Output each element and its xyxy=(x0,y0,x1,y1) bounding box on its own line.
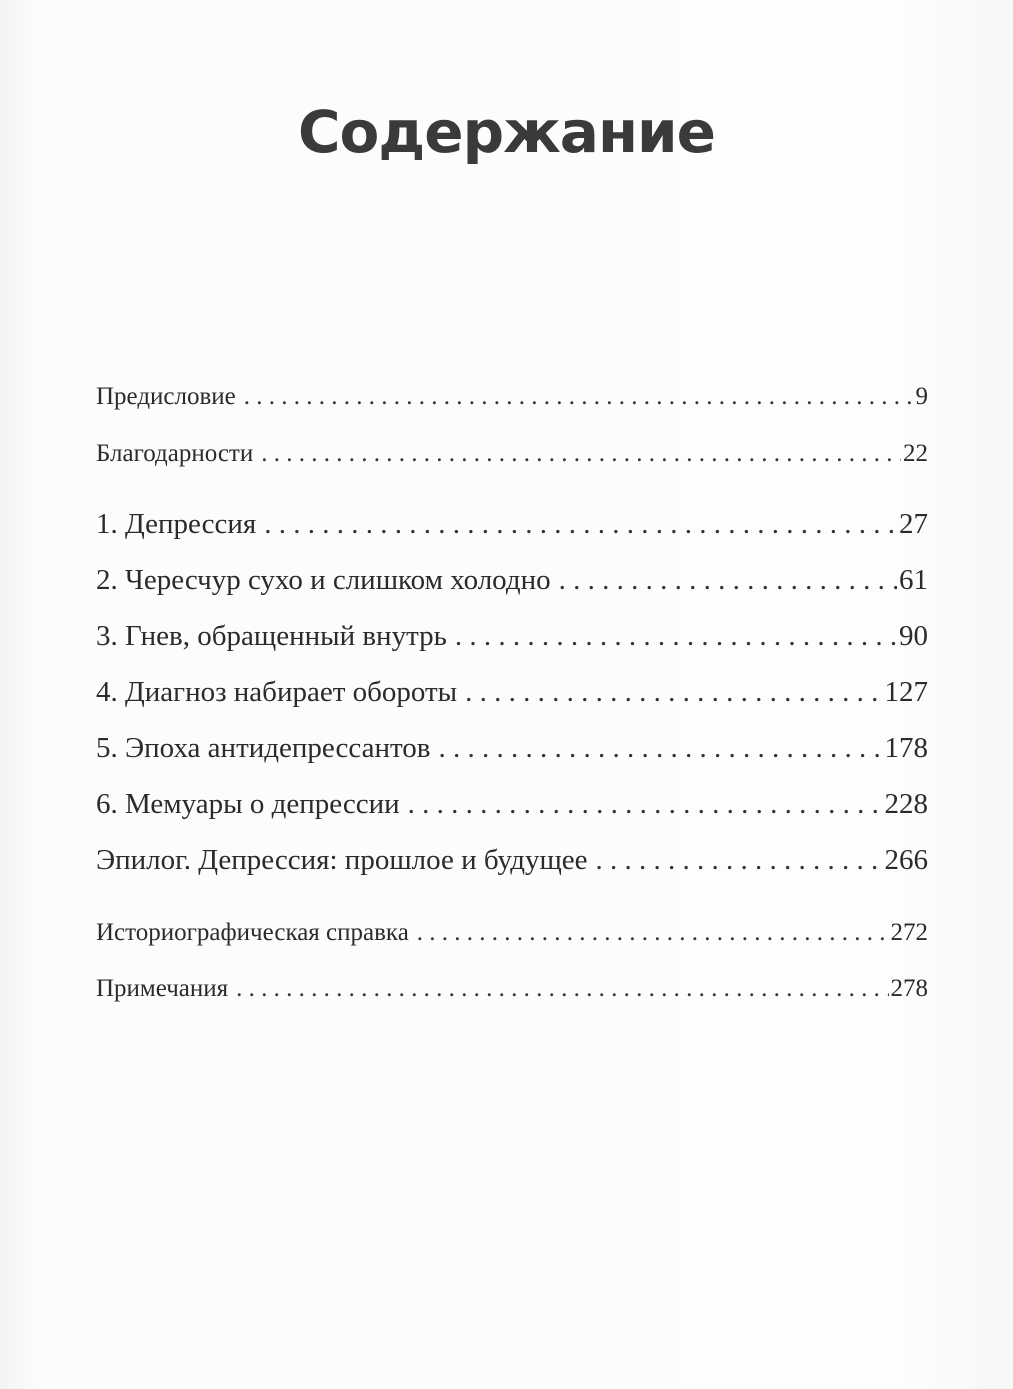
dot-leader xyxy=(559,564,897,597)
dot-leader xyxy=(261,440,901,468)
toc-entry-label: 4. Диагноз набирает обороты xyxy=(96,676,458,708)
dot-leader xyxy=(417,919,889,947)
dot-leader xyxy=(264,508,897,541)
page-title: Содержание xyxy=(297,98,715,166)
toc-entry-label: Историографическая справка xyxy=(96,919,409,946)
dot-leader xyxy=(465,676,882,709)
toc-entry-label: Эпилог. Депрессия: прошлое и будущее xyxy=(96,844,588,876)
toc-entry-notes xyxy=(96,975,928,1003)
toc-entry-chapter-4 xyxy=(96,676,928,709)
toc-page-number: 61 xyxy=(899,564,928,596)
toc-entry-acknowledgements xyxy=(96,440,928,468)
toc-entry-preface xyxy=(96,383,928,411)
toc-entry-chapter-3 xyxy=(96,620,928,653)
toc-page-number: 278 xyxy=(890,975,928,1002)
toc-page-number: 90 xyxy=(899,620,928,652)
toc-page-number: 266 xyxy=(884,844,928,876)
dot-leader xyxy=(408,788,883,821)
toc-entry-label: Предисловие xyxy=(96,383,236,410)
dot-leader xyxy=(244,383,914,411)
dot-leader xyxy=(438,732,882,765)
toc-page-number: 27 xyxy=(899,508,928,540)
toc-entry-label: 5. Эпоха антидепрессантов xyxy=(96,732,431,764)
toc-entry-label: 6. Мемуары о депрессии xyxy=(96,788,400,820)
dot-leader xyxy=(455,620,897,653)
toc-entry-label: 1. Депрессия xyxy=(96,508,257,540)
toc-page-number: 127 xyxy=(884,676,928,708)
toc-entry-label: 3. Гнев, обращенный внутрь xyxy=(96,620,447,652)
toc-page-number: 228 xyxy=(884,788,928,820)
dot-leader xyxy=(236,975,888,1003)
toc-entry-label: Благодарности xyxy=(96,440,254,467)
toc-entry-label: Примечания xyxy=(96,975,229,1002)
toc-entry-epilogue xyxy=(96,844,928,877)
toc-entry-chapter-1 xyxy=(96,508,928,541)
toc-page-number: 9 xyxy=(915,383,928,410)
toc-page-number: 178 xyxy=(884,732,928,764)
toc-entry-chapter-2 xyxy=(96,564,928,597)
toc-entry-chapter-5 xyxy=(96,732,928,765)
toc-page-number: 272 xyxy=(890,919,928,946)
toc-entry-label: 2. Чересчур сухо и слишком холодно xyxy=(96,564,551,596)
toc-page-number: 22 xyxy=(903,440,928,467)
dot-leader xyxy=(596,844,883,877)
toc-entry-chapter-6 xyxy=(96,788,928,821)
toc-entry-historiography xyxy=(96,919,928,947)
